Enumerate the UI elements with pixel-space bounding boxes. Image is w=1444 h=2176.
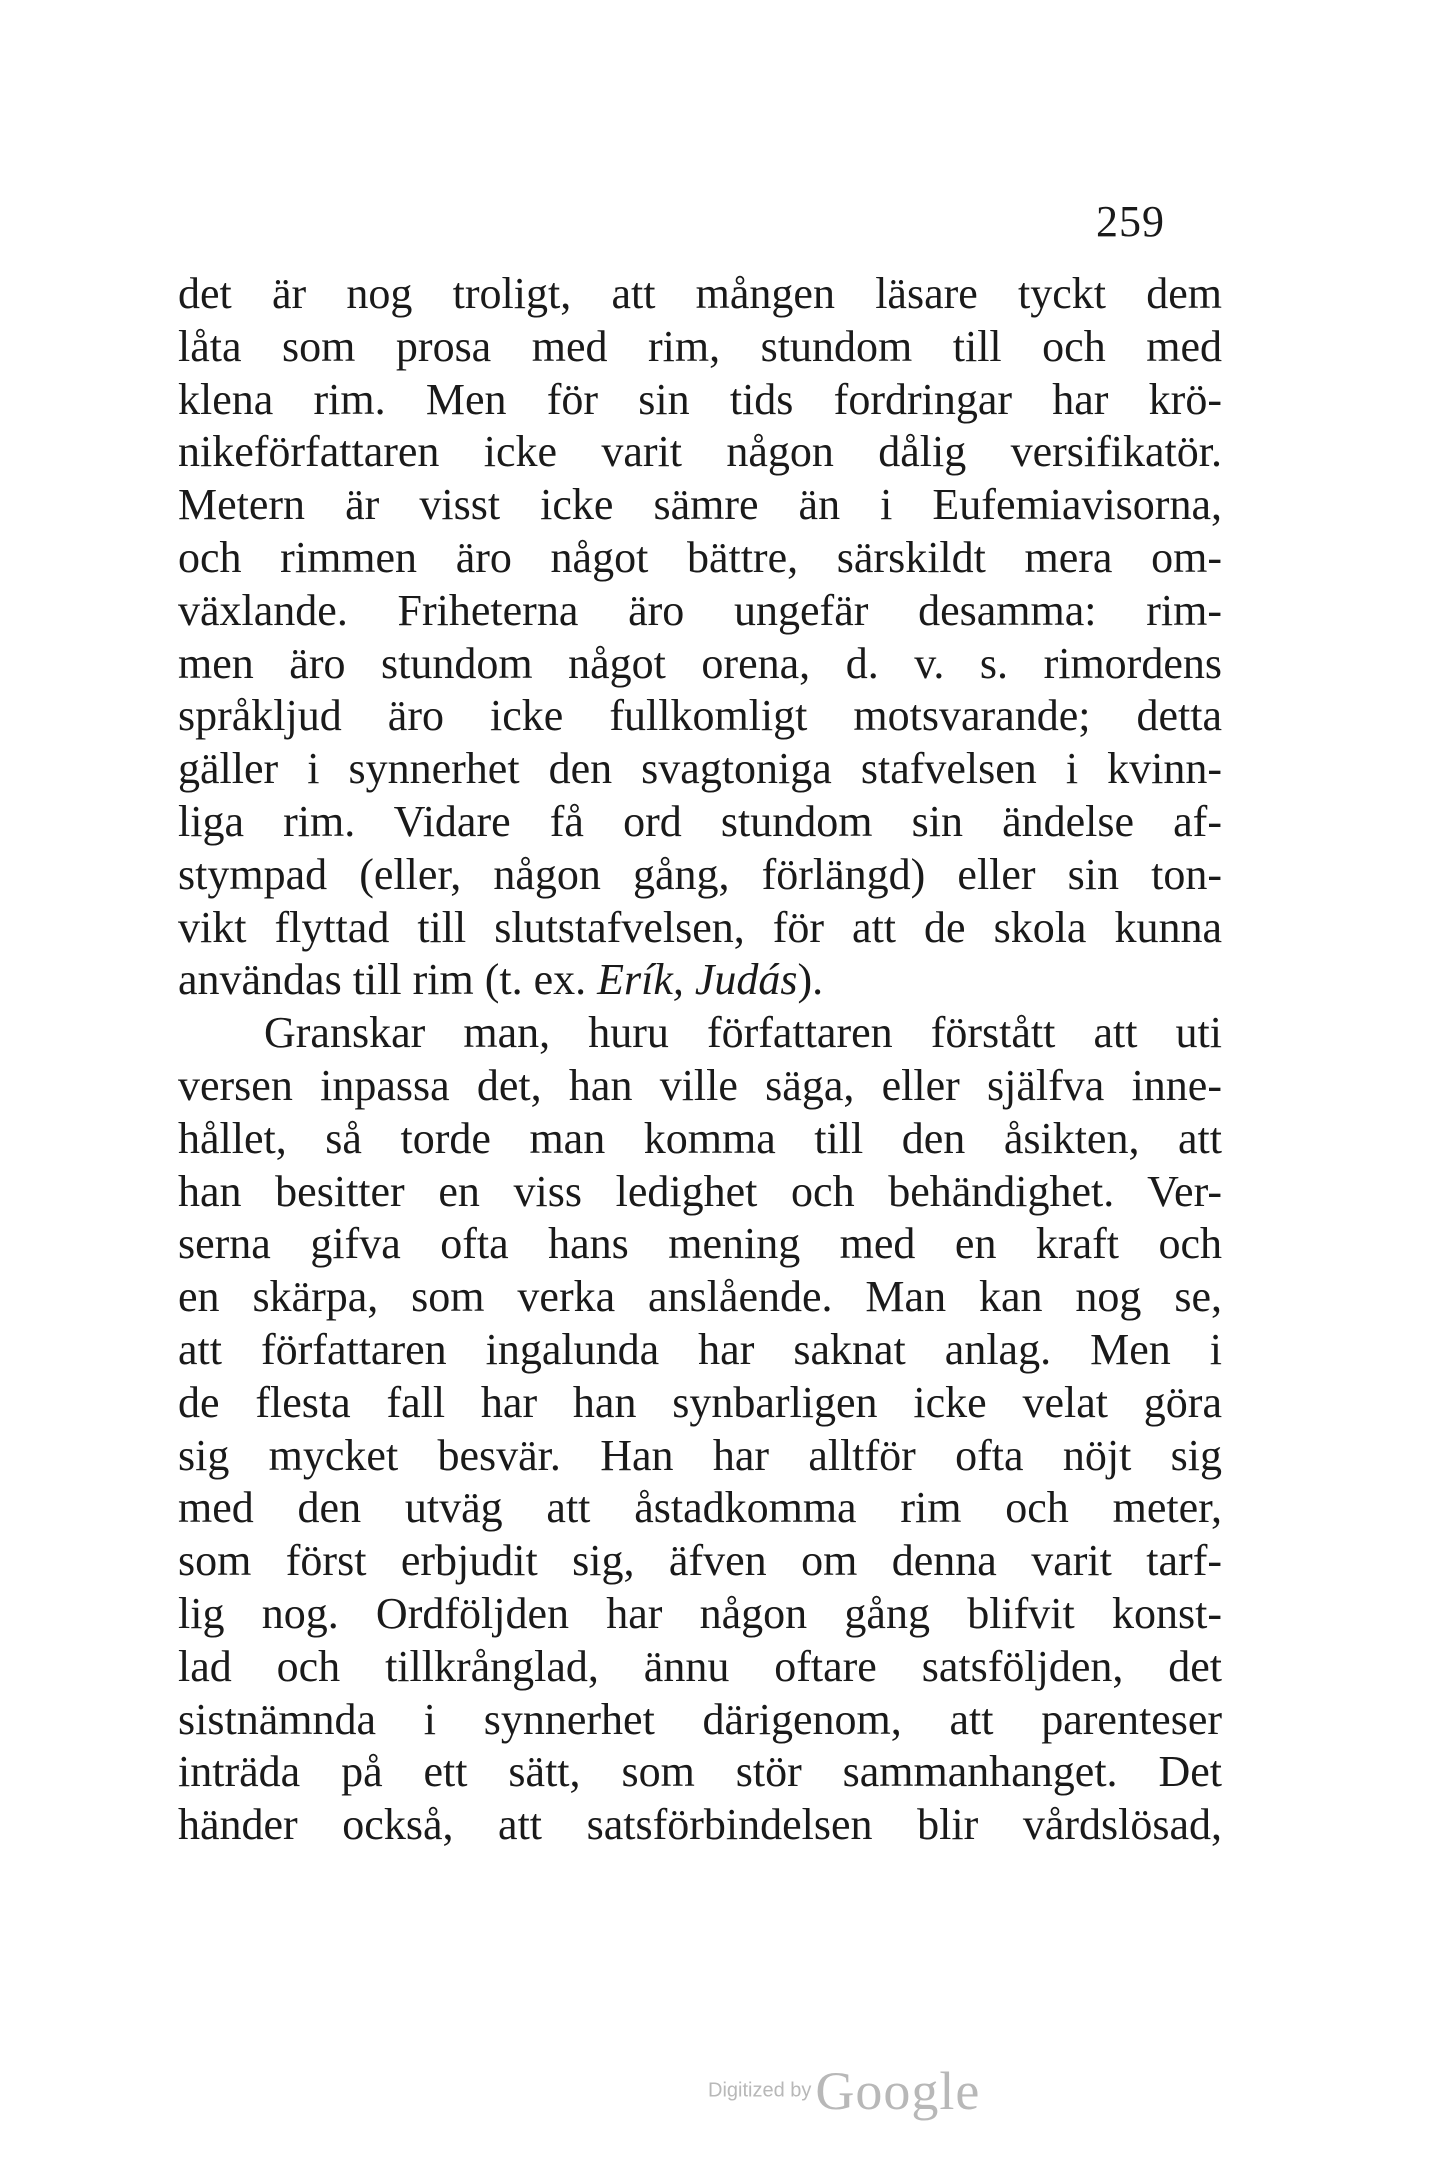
text-line: lig nog. Ordföljden har någon gång blifvit konst-: [178, 1588, 1222, 1638]
text-line: gäller i synnerhet den svagtoniga stafvelsen i kvinn-: [178, 744, 1222, 794]
page-number: 259: [1096, 197, 1165, 246]
text-line: och rimmen äro något bättre, särskildt mera om-: [178, 532, 1222, 582]
text-segment: ).: [797, 955, 824, 1005]
google-logo: Google: [815, 2061, 981, 2121]
text-line: [178, 954, 1222, 1007]
digitized-by-label: Digitized by: [708, 2079, 812, 2102]
text-line: hållet, så torde man komma till den åsikten, att: [178, 1113, 1222, 1163]
text-line: inträda på ett sätt, som stör sammanhanget. Det: [178, 1747, 1222, 1797]
text-line: sistnämnda i synnerhet därigenom, att parenteser: [178, 1694, 1222, 1744]
text-line: lad och tillkrånglad, ännu oftare satsföljden, det: [178, 1641, 1222, 1691]
text-line: men äro stundom något orena, d. v. s. rimordens: [178, 638, 1222, 688]
text-line: Metern är visst icke sämre än i Eufemiavisorna,: [178, 480, 1222, 530]
text-line: de flesta fall har han synbarligen icke velat göra: [178, 1377, 1222, 1427]
italic-names: Erík, Judás: [597, 955, 798, 1005]
text-segment: användas till rim (t. ex.: [178, 955, 598, 1005]
text-line: sig mycket besvär. Han har alltför ofta nöjt sig: [178, 1430, 1222, 1480]
text-line: växlande. Friheterna äro ungefär desamma: rim-: [178, 585, 1222, 635]
text-line: han besitter en viss ledighet och behändighet. Ver-: [178, 1166, 1222, 1216]
text-line: liga rim. Vidare få ord stundom sin ändelse af-: [178, 796, 1222, 846]
text-line: en skärpa, som verka anslående. Man kan nog se,: [178, 1272, 1222, 1322]
text-line: händer också, att satsförbindelsen blir vårdslösad,: [178, 1800, 1222, 1850]
text-line: det är nog troligt, att mången läsare tyckt dem: [178, 269, 1222, 318]
text-line: vikt flyttad till slutstafvelsen, för att de skola kunna: [178, 902, 1222, 952]
digitized-watermark: [708, 2060, 980, 2122]
text-line: versen inpassa det, han ville säga, eller själfva inne-: [178, 1060, 1222, 1110]
text-line: som först erbjudit sig, äfven om denna varit tarf-: [178, 1536, 1222, 1586]
text-line: nikeförfattaren icke varit någon dålig versifikatör.: [178, 427, 1222, 477]
text-line: låta som prosa med rim, stundom till och med: [178, 321, 1222, 371]
text-line: språkljud äro icke fullkomligt motsvarande; detta: [178, 691, 1222, 741]
body-text: [178, 268, 1222, 1852]
text-line: med den utväg att åstadkomma rim och meter,: [178, 1483, 1222, 1533]
text-line: serna gifva ofta hans mening med en kraft och: [178, 1219, 1222, 1269]
text-line: att författaren ingalunda har saknat anlag. Men i: [178, 1324, 1222, 1374]
text-line: klena rim. Men för sin tids fordringar har krö-: [178, 374, 1222, 424]
text-line: stympad (eller, någon gång, förlängd) eller sin ton-: [178, 849, 1222, 899]
paragraph-start-line: Granskar man, huru författaren förstått att uti: [264, 1008, 1222, 1058]
